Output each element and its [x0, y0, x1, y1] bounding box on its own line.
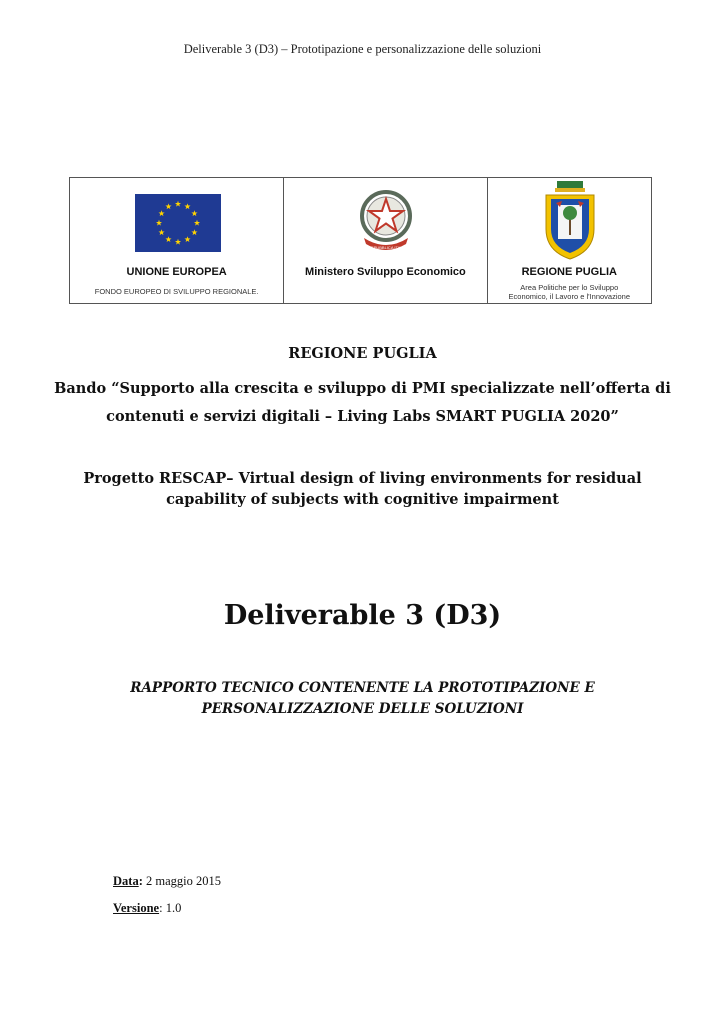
running-header: Deliverable 3 (D3) – Prototipazione e personalizzazione delle soluzioni — [183, 42, 542, 56]
puglia-title: REGIONE PUGLIA — [521, 266, 617, 278]
version-colon: : — [159, 901, 163, 915]
project-line-2: capability of subjects with cognitive impairment — [166, 491, 559, 508]
eu-flag-icon — [135, 194, 221, 252]
bando-line-1: Bando “Supporto alla crescita e sviluppo di PMI specializzate nell’offerta di — [54, 380, 671, 397]
logo-table — [69, 177, 652, 304]
date-value: 2 maggio 2015 — [142, 874, 221, 888]
logo-cell-eu — [70, 178, 284, 303]
report-line-1: RAPPORTO TECNICO CONTENENTE LA PROTOTIPAZIONE E — [130, 680, 595, 696]
bando-line-2: contenuti e servizi digitali – Living Labs SMART PUGLIA 2020” — [106, 408, 619, 425]
version-line — [113, 901, 181, 916]
mise-title: Ministero Sviluppo Economico — [305, 266, 466, 278]
eu-title: UNIONE EUROPEA — [126, 266, 227, 278]
report-line-2: PERSONALIZZAZIONE DELLE SOLUZIONI — [201, 701, 524, 717]
date-line — [113, 874, 221, 889]
date-colon: : — [138, 874, 143, 888]
project-title — [40, 468, 685, 510]
deliverable-title: Deliverable 3 (D3) — [223, 600, 502, 631]
logo-cell-mise — [284, 178, 487, 303]
puglia-subtitle-line1: Area Politiche per lo Sviluppo — [520, 283, 619, 292]
region-heading: REGIONE PUGLIA — [288, 345, 437, 362]
version-label: Versione — [113, 901, 160, 915]
puglia-subtitle-line2: Economico, il Lavoro e l'Innovazione — [508, 292, 631, 301]
project-line-1: Progetto RESCAP– Virtual design of living environments for residual — [83, 470, 642, 487]
logo-cell-puglia — [488, 178, 651, 303]
bando-title — [40, 375, 685, 431]
ribbon-text: REPUBBLICA ITALIANA — [368, 245, 413, 250]
report-subtitle — [60, 678, 665, 720]
puglia-coat-of-arms-icon — [540, 179, 600, 261]
emblem-ribbon-text — [364, 242, 416, 252]
date-label: Data — [113, 874, 139, 888]
version-value: 1.0 — [162, 901, 182, 915]
eu-subtitle: FONDO EUROPEO DI SVILUPPO REGIONALE. — [94, 287, 259, 296]
